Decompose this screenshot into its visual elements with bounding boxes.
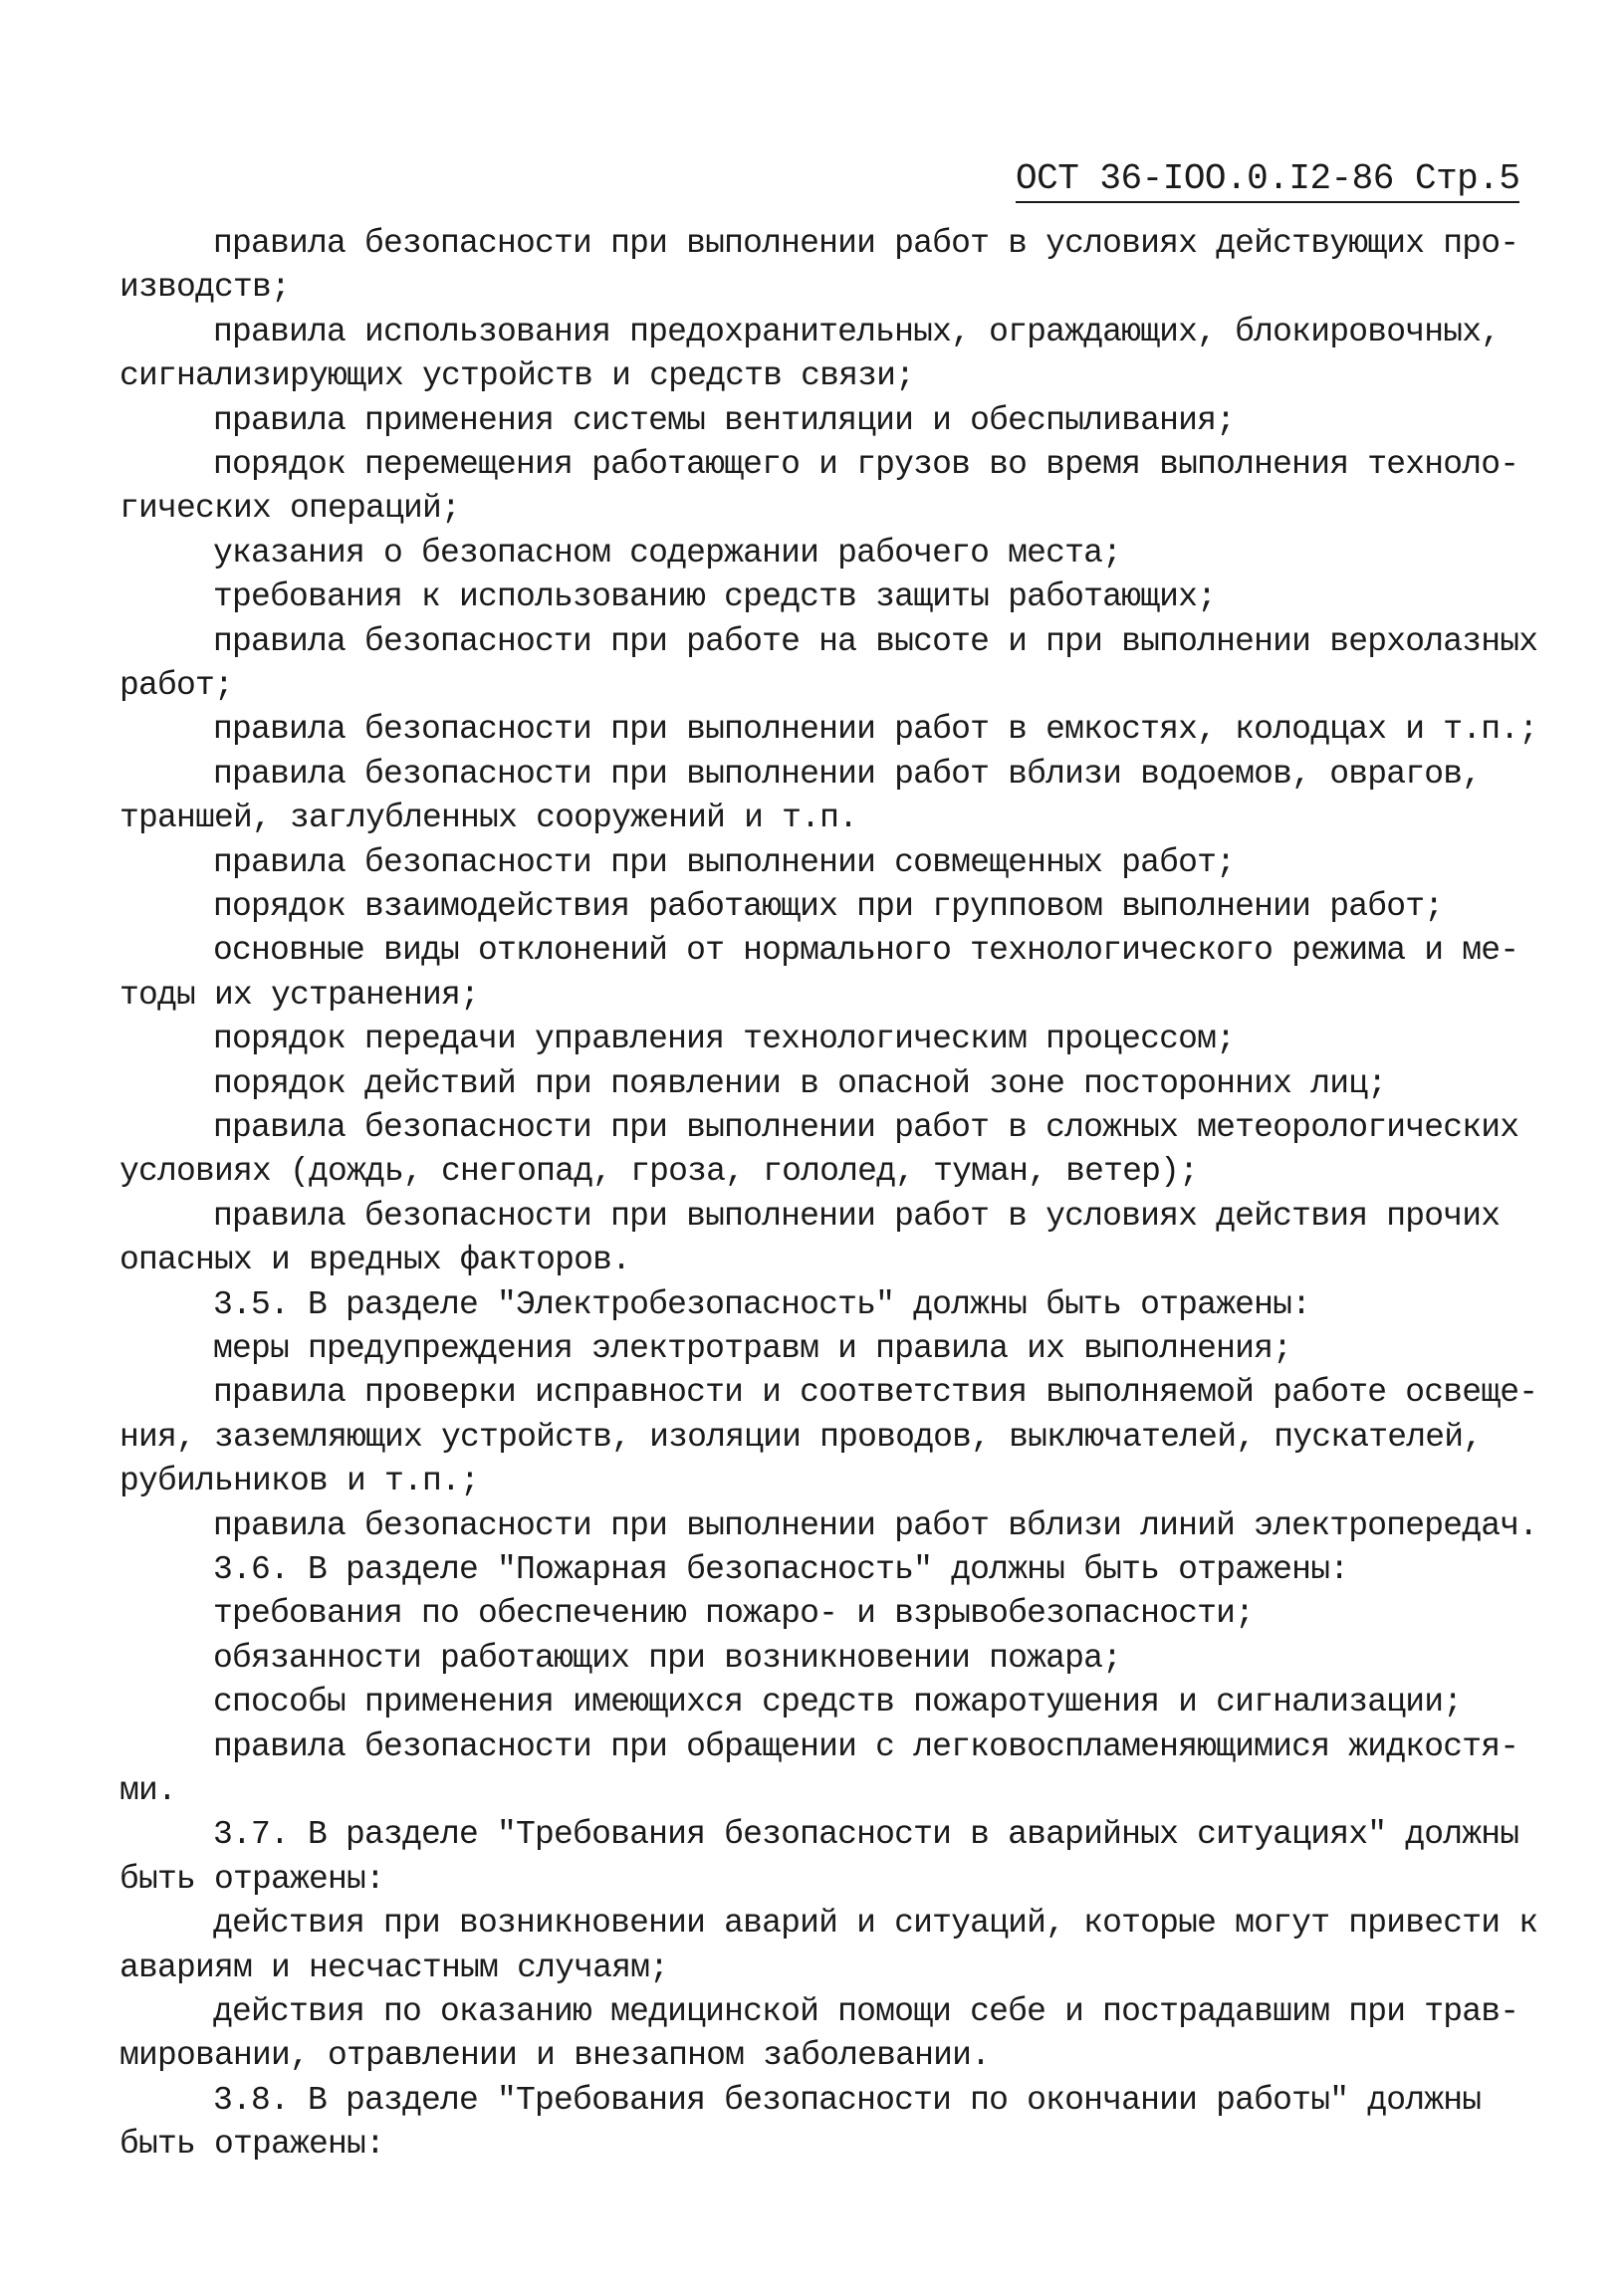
text-line: условиях (дождь, снегопад, гроза, гололед, туман, ветер); bbox=[119, 1153, 1199, 1190]
text-line: порядок взаимодействия работающих при групповом выполнении работ; bbox=[213, 888, 1444, 925]
text-line: правила безопасности при выполнении работ в условиях действующих про- bbox=[213, 225, 1519, 262]
text-line: действия при возникновении аварий и ситуаций, которые могут привести к bbox=[213, 1905, 1538, 1942]
text-line: ния, заземляющих устройств, изоляции проводов, выключателей, пускателей, bbox=[119, 1419, 1483, 1456]
text-line: рубильников и т.п.; bbox=[119, 1463, 480, 1499]
text-line: правила безопасности при работе на высоте и при выполнении верхолазных bbox=[213, 623, 1538, 660]
text-line: порядок действий при появлении в опасной зоне посторонних лиц; bbox=[213, 1065, 1387, 1102]
text-line: порядок перемещения работающего и грузов во время выполнения техноло- bbox=[213, 446, 1519, 483]
text-line: правила проверки исправности и соответствия выполняемой работе освеще- bbox=[213, 1374, 1538, 1411]
text-line: порядок передачи управления технологическим процессом; bbox=[213, 1021, 1236, 1057]
text-line: меры предупреждения электротравм и правила их выполнения; bbox=[213, 1330, 1292, 1367]
text-line: быть отражены: bbox=[119, 1861, 385, 1898]
text-line: правила безопасности при выполнении работ вблизи линий электропередач. bbox=[213, 1507, 1538, 1544]
text-line: правила безопасности при обращении с легковоспламеняющимися жидкостя- bbox=[213, 1728, 1519, 1765]
text-line: опасных и вредных факторов. bbox=[119, 1242, 631, 1278]
text-line: тоды их устранения; bbox=[119, 977, 480, 1014]
document-reference-header: ОСТ 36-IОО.0.I2-86 Стр.5 bbox=[1016, 157, 1519, 203]
text-line: мировании, отравлении и внезапном заболевании. bbox=[119, 2037, 991, 2074]
section-heading-3-7: 3.7. В разделе "Требования безопасности в аварийных ситуациях" должны bbox=[213, 1816, 1519, 1853]
text-line: указания о безопасном содержании рабочего места; bbox=[213, 535, 1122, 572]
text-line: траншей, заглубленных сооружений и т.п. bbox=[119, 800, 858, 836]
text-line: правила безопасности при выполнении работ в емкостях, колодцах и т.п.; bbox=[213, 711, 1538, 748]
section-heading-3-6: 3.6. В разделе "Пожарная безопасность" должны быть отражены: bbox=[213, 1551, 1349, 1588]
text-line: обязанности работающих при возникновении пожара; bbox=[213, 1640, 1122, 1677]
text-line: правила безопасности при выполнении совмещенных работ; bbox=[213, 844, 1236, 881]
text-line: быть отражены: bbox=[119, 2126, 385, 2163]
text-line: работ; bbox=[119, 667, 234, 704]
text-line: требования по обеспечению пожаро- и взрывобезопасности; bbox=[213, 1595, 1255, 1632]
text-line: требования к использованию средств защиты работающих; bbox=[213, 578, 1217, 615]
text-line: правила применения системы вентиляции и обеспыливания; bbox=[213, 402, 1236, 439]
text-line: способы применения имеющихся средств пожаротушения и сигнализации; bbox=[213, 1684, 1463, 1720]
text-line: изводств; bbox=[119, 269, 291, 306]
text-line: основные виды отклонений от нормального технологического режима и ме- bbox=[213, 932, 1519, 969]
text-line: правила безопасности при выполнении работ вблизи водоемов, оврагов, bbox=[213, 756, 1482, 793]
section-heading-3-5: 3.5. В разделе "Электробезопасность" должны быть отражены: bbox=[213, 1286, 1311, 1323]
text-line: действия по оказанию медицинской помощи себе и пострадавшим при трав- bbox=[213, 1993, 1519, 2030]
text-line: правила безопасности при выполнении работ в сложных метеорологических bbox=[213, 1109, 1519, 1146]
section-heading-3-8: 3.8. В разделе "Требования безопасности по окончании работы" должны bbox=[213, 2082, 1482, 2119]
text-line: ми. bbox=[119, 1772, 177, 1809]
text-line: авариям и несчастным случаям; bbox=[119, 1949, 669, 1986]
text-line: гических операций; bbox=[119, 490, 461, 527]
text-line: сигнализирующих устройств и средств связи; bbox=[119, 357, 915, 394]
text-line: правила использования предохранительных, ограждающих, блокировочных, bbox=[213, 314, 1501, 350]
text-line: правила безопасности при выполнении работ в условиях действия прочих bbox=[213, 1198, 1501, 1235]
